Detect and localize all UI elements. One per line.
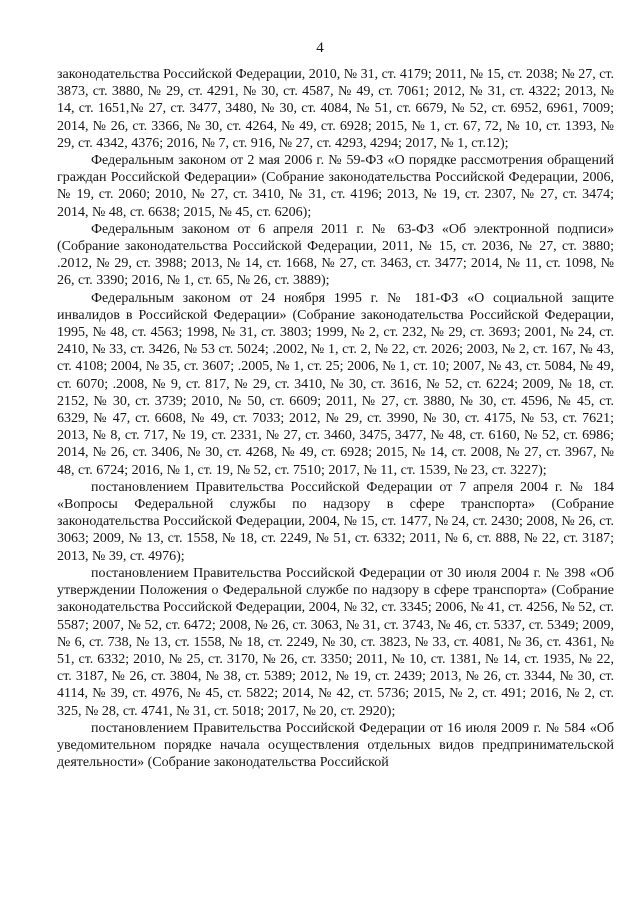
paragraph-resolution-184: постановлением Правительства Российской Федерации от 7 апреля 2004 г. № 184 «Вопросы Федеральной службы по надзору в сфере транспорта» (Собрание законодательства Российской Федерации, 2004, № 15, ст. 1477, № 24, ст. 2430; 2008, № 26, ст. 3063; 2009, № 13, ст. 1558, № 18, ст. 2249, № 51, ст. 6332; 2011, № 6, ст. 888, № 22, ст. 3187; 2013, № 39, ст. 4976);	[57, 479, 614, 564]
paragraph-resolution-398: постановлением Правительства Российской Федерации от 30 июля 2004 г. № 398 «Об утверждении Положения о Федеральной службе по надзору в сфере транспорта» (Собрание законодательства Российской Федерации, 2004, № 32, ст. 3345; 2006, № 41, ст. 4256, № 52, ст. 5587; 2007, № 52, ст. 6472; 2008, № 26, ст. 3063, № 31, ст. 3743, № 46, ст. 5337, ст. 5349; 2009, № 6, ст. 738, № 13, ст. 1558, № 18, ст. 2249, № 30, ст. 3823, № 33, ст. 4081, № 36, ст. 4361, № 51, ст. 6332; 2010, № 25, ст. 3170, № 26, ст. 3350; 2011, № 10, ст. 1381, № 14, ст. 1935, № 22, ст. 3187, № 26, ст. 3804, № 38, ст. 5389; 2012, № 19, ст. 2439; 2013, № 26, ст. 3344, № 30, ст. 4114, № 39, ст. 4976, № 45, ст. 5822; 2014, № 42, ст. 5736; 2015, № 2, ст. 491; 2016, № 2, ст. 325, № 28, ст. 4741, № 31, ст. 5018; 2017, № 20, ст. 2920);	[57, 565, 614, 719]
paragraph-resolution-584: постановлением Правительства Российской Федерации от 16 июля 2009 г. № 584 «Об уведомительном порядке начала осуществления отдельных видов предпринимательской деятельности» (Собрание законодательства Российской	[57, 720, 614, 771]
paragraph-law-181-fz: Федеральным законом от 24 ноября 1995 г. № 181-ФЗ «О социальной защите инвалидов в Российской Федерации» (Собрание законодательства Российской Федерации, 1995, № 48, ст. 4563; 1998, № 31, ст. 3803; 1999, № 2, ст. 232, № 29, ст. 3693; 2001, № 24, ст. 2410, № 33, ст. 3426, № 53 ст. 5024; .2002, № 1, ст. 2, № 22, ст. 2026; 2003, № 2, ст. 167, № 43, ст. 4108; 2004, № 35, ст. 3607; .2005, № 1, ст. 25; 2006, № 1, ст. 10; 2007, № 43, ст. 5084, № 49, ст. 6070; .2008, № 9, ст. 817, № 29, ст. 3410, № 30, ст. 3616, № 52, ст. 6224; 2009, № 18, ст. 2152, № 30, ст. 3739; 2010, № 50, ст. 6609; 2011, № 27, ст. 3880, № 30, ст. 4596, № 45, ст. 6329, № 47, ст. 6608, № 49, ст. 7033; 2012, № 29, ст. 3990, № 30, ст. 4175, № 53, ст. 7621; 2013, № 8, ст. 717, № 19, ст. 2331, № 27, ст. 3460, 3475, 3477, № 48, ст. 6160, № 52, ст. 6986; 2014, № 26, ст. 3406, № 30, ст. 4268, № 49, ст. 6928; 2015, № 14, ст. 2008, № 27, ст. 3967, № 48, ст. 6724; 2016, № 1, ст. 19, № 52, ст. 7510; 2017, № 11, ст. 1539, № 23, ст. 3227);	[57, 290, 614, 478]
page-number: 4	[316, 40, 324, 56]
document-body	[57, 66, 614, 771]
paragraph-law-63-fz: Федеральным законом от 6 апреля 2011 г. № 63-ФЗ «Об электронной подписи» (Собрание законодательства Российской Федерации, 2011, № 15, ст. 2036, № 27, ст. 3880; .2012, № 29, ст. 3988; 2013, № 14, ст. 1668, № 27, ст. 3463, ст. 3477; 2014, № 11, ст. 1098, № 26, ст. 3390; 2016, № 1, ст. 65, № 26, ст. 3889);	[57, 221, 614, 289]
paragraph-legal-citations-continued: законодательства Российской Федерации, 2010, № 31, ст. 4179; 2011, № 15, ст. 2038; № 27, ст. 3873, ст. 3880, № 29, ст. 4291, № 30, ст. 4587, № 49, ст. 7061; 2012, № 31, ст. 4322; 2013, № 14, ст. 1651,№ 27, ст. 3477, 3480, № 30, ст. 4084, № 51, ст. 6679, № 52, ст. 6952, 6961, 7009; 2014, № 26, ст. 3366, № 30, ст. 4264, № 49, ст. 6928; 2015, № 1, ст. 67, 72, № 10, ст. 1393, № 29, ст. 4342, 4376; 2016, № 7, ст. 916, № 27, ст. 4293, 4294; 2017, № 1, ст.12);	[57, 67, 614, 151]
paragraph-law-59-fz: Федеральным законом от 2 мая 2006 г. № 59-ФЗ «О порядке рассмотрения обращений граждан Российской Федерации» (Собрание законодательства Российской Федерации, 2006, № 19, ст. 2060; 2010, № 27, ст. 3410, № 31, ст. 4196; 2013, № 19, ст. 2307, № 27, ст. 3474; 2014, № 48, ст. 6638; 2015, № 45, ст. 6206);	[57, 153, 614, 220]
